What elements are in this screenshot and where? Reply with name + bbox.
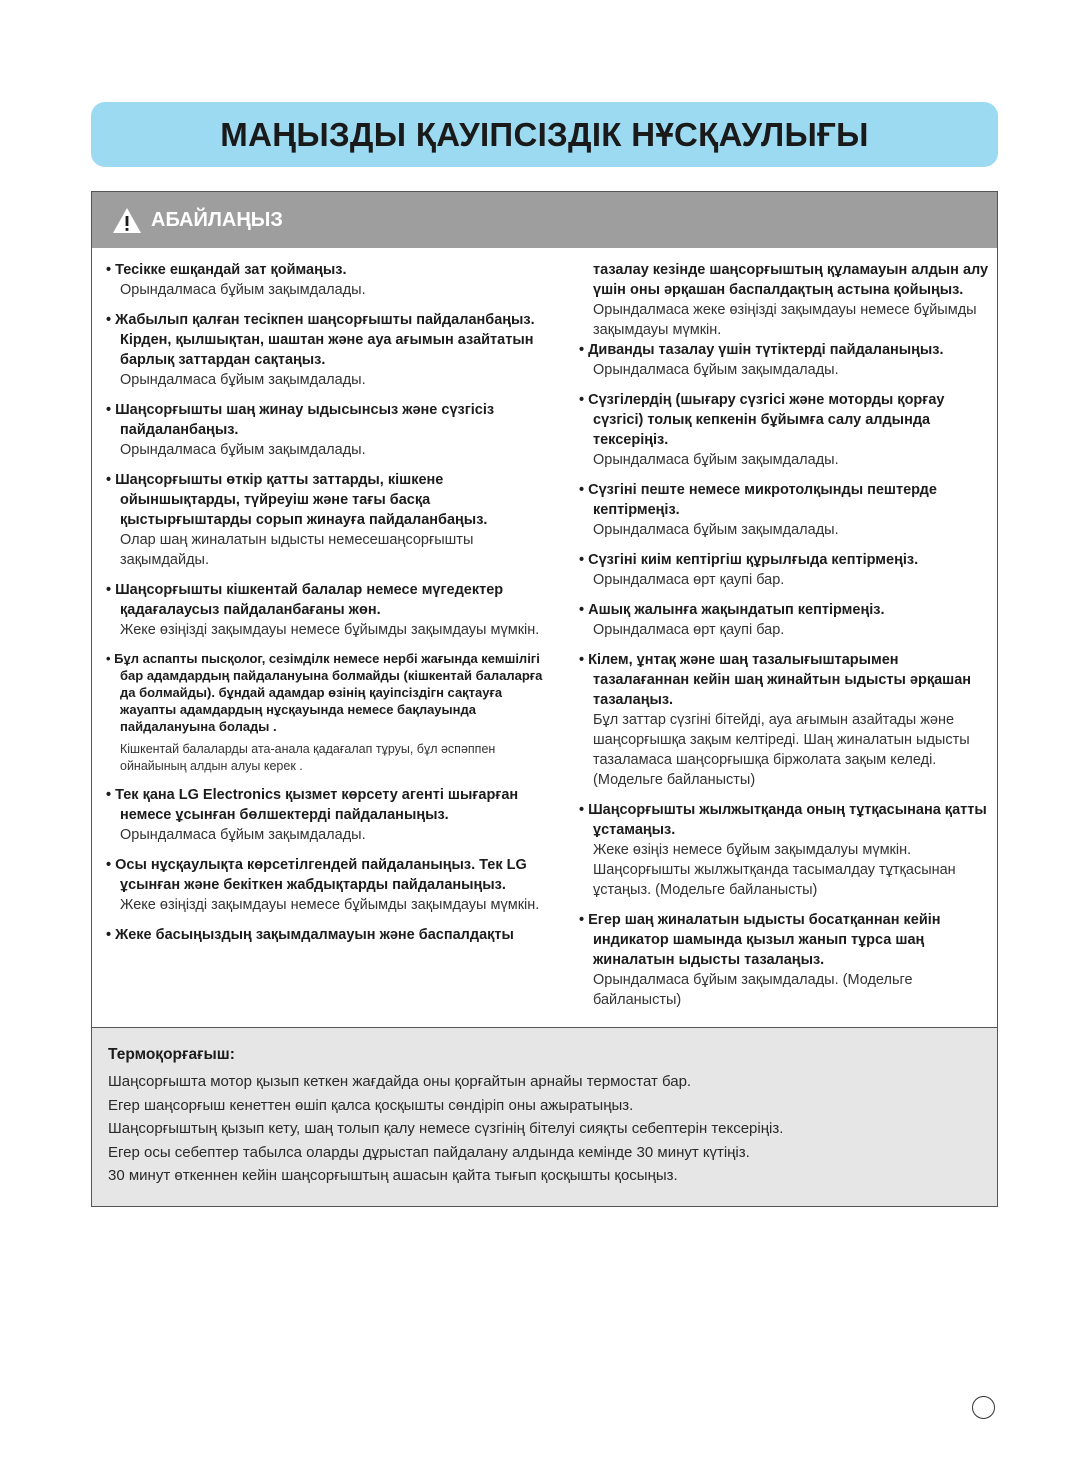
item-note: Орындалмаса өрт қаупі бар. [593,572,785,588]
item-heading: • Осы нұсқаулықта көрсетілгендей пайдаланыңыз. Тек LG ұсынған және бекіткен жабдықтарды пайдаланыңыз. [106,857,527,893]
list-item [579,390,993,470]
item-heading: • Сүзгіні пеште немесе микротолқынды пештерде кептірмеңіз. [579,482,937,518]
warning-header [92,192,997,248]
list-item [579,550,993,590]
thermo-line: 30 минут өткеннен кейін шаңсорғыштың ашасын қайта тығып қосқышты қосыңыз. [108,1167,678,1184]
thermo-protector-section [91,1027,998,1207]
thermo-line: Шаңсорғыштың қызып кету, шаң толып қалу немесе сүзгінің бітелуі сияқты себептерін тексеріңіз. [108,1120,784,1137]
warning-left-column [106,260,556,945]
item-heading: • Диванды тазалау үшін түтіктерді пайдаланыңыз. [579,342,944,358]
list-item [579,800,993,900]
list-item [106,260,556,300]
list-item [106,470,556,570]
item-heading: • Шаңсорғышты кішкентай балалар немесе мүгедектер қадағалаусыз пайдаланбағаны жөн. [106,582,504,618]
item-heading: • Тесікке ешқандай зат қоймаңыз. [106,262,347,278]
item-note: Орындалмаса бұйым зақымдалады. [593,362,839,378]
item-note: Олар шаң жиналатын ыдысты немесешаңсорғышты зақымдайды. [120,532,474,568]
list-item [106,855,556,915]
item-heading: • Сүзгілердің (шығару сүзгісі және моторды қорғау сүзгісі) толық кепкенін бұйымға салу алдында тексеріңіз. [579,392,945,448]
item-heading: • Тек қана LG Electronics қызмет көрсету агенті шығарған немесе ұсынған бөлшектерді пайдаланыңыз. [106,787,519,823]
item-note: Бұл заттар сүзгіні бітейді, ауа ағымын азайтады және шаңсорғышқа зақым келтіреді. Шаң жиналатын ыдысты тазаламаса шаңсорғышқа біржолата зақым келеді. (Модельге байланысты) [593,712,970,788]
warning-right-column [579,260,993,1010]
thermo-line: Шаңсорғышта мотор қызып кеткен жағдайда оны қорғайтын арнайы термостат бар. [108,1073,692,1090]
item-note: Орындалмаса жеке өзіңізді зақымдауы немесе бұйымды зақымдауы мүмкін. [593,302,977,338]
item-note: Кішкентай балаларды ата-анала қадағалап тұруы, бұл әспәппен ойнайының алдын алуы керек . [120,742,496,773]
item-heading: • Шаңсорғышты жылжытқанда оның тұтқасынана қатты ұстамаңыз. [579,802,987,838]
item-heading: • Ашық жалынға жақындатып кептірмеңіз. [579,602,885,618]
list-item [106,925,556,945]
item-note: Орындалмаса бұйым зақымдалады. [120,442,366,458]
thermo-line: Егер шаңсорғыш кенеттен өшіп қалса қосқышты сөндіріп оны ажыратыңыз. [108,1096,634,1114]
title-banner [91,102,998,167]
item-note: Жеке өзіңізді зақымдауы немесе бұйымды зақымдауы мүмкін. [120,622,540,638]
item-note: Жеке өзіңіз немесе бұйым зақымдалуы мүмкін. Шаңсорғышты жылжытқанда тасымалдау тұтқасынан ұстаңыз. (Модельге байланысты) [593,842,956,898]
item-heading: • Кілем, ұнтақ және шаң тазалығыштарымен тазалағаннан кейін шаң жинайтын ыдысты әрқашан тазалаңыз. [579,652,972,708]
list-item [579,910,993,1010]
item-note: Орындалмаса бұйым зақымдалады. [593,522,839,538]
list-item [579,600,993,640]
item-heading: • Шаңсорғышты өткір қатты заттарды, кішкене ойыншықтарды, түйреуіш және тағы басқа қыстырғыштарды сорып жинауға пайдаланбаңыз. [106,472,488,528]
item-note: Орындалмаса бұйым зақымдалады. (Модельге байланысты) [593,972,913,1008]
item-note: Орындалмаса бұйым зақымдалады. [120,282,366,298]
warning-triangle-icon [112,207,142,234]
page-number-circle [972,1396,995,1419]
item-note: Жеке өзіңізді зақымдауы немесе бұйымды зақымдауы мүмкін. [120,897,540,913]
item-heading: • Жеке басыңыздың зақымдалмауын және баспалдақты [106,927,514,943]
item-note: Орындалмаса өрт қаупі бар. [593,622,785,638]
page-title: МАҢЫЗДЫ ҚАУІПСІЗДІК НҰСҚАУЛЫҒЫ [220,115,869,153]
list-item [106,400,556,460]
thermo-title: Термоқорғағыш: [108,1046,235,1063]
item-heading: • Шаңсорғышты шаң жинау ыдысынсыз және сүзгісіз пайдаланбаңыз. [106,402,495,438]
list-item [579,480,993,540]
list-item-continuation [579,260,993,340]
item-heading: • Егер шаң жиналатын ыдысты босатқаннан кейін индикатор шамында қызыл жанып тұрса шаң жиналатын ыдысты тазалаңыз. [579,912,941,968]
item-heading: • Жабылып қалған тесікпен шаңсорғышты пайдаланбаңыз. Кірден, қылшықтан, шаштан және ауа ағымын азайтатын барлық заттардан сақтаңыз. [106,312,535,368]
item-note: Орындалмаса бұйым зақымдалады. [120,372,366,388]
item-heading: тазалау кезінде шаңсорғыштың құламауын алдын алу үшін оны әрқашан баспалдақтың астына қойыңыз. [593,262,989,298]
warning-section [91,191,998,1028]
list-item [106,650,556,775]
list-item [579,650,993,790]
item-heading: • Бұл аспапты пысқолог, сезімділк немесе нербі жағында кемшілігі бар адамдардың пайдалануына болмайды (кішкентай балаларға да болмайды). бұндай адамдар өзінің қауіпсіздігн сақтауға жауапты адамдардың нұсқауында немесе бақлауында пайдалануына болады . [106,651,543,734]
item-note: Орындалмаса бұйым зақымдалады. [593,452,839,468]
list-item [579,340,993,380]
thermo-line: Егер осы себептер табылса оларды дұрыстап пайдалану алдында кемінде 30 минут күтіңіз. [108,1143,750,1161]
list-item [106,580,556,640]
warning-title: АБАЙЛАҢЫЗ [151,208,283,231]
item-note: Орындалмаса бұйым зақымдалады. [120,827,366,843]
item-heading: • Сүзгіні киім кептіргіш құрылғыда кептірмеңіз. [579,552,919,568]
list-item [106,785,556,845]
list-item [106,310,556,390]
